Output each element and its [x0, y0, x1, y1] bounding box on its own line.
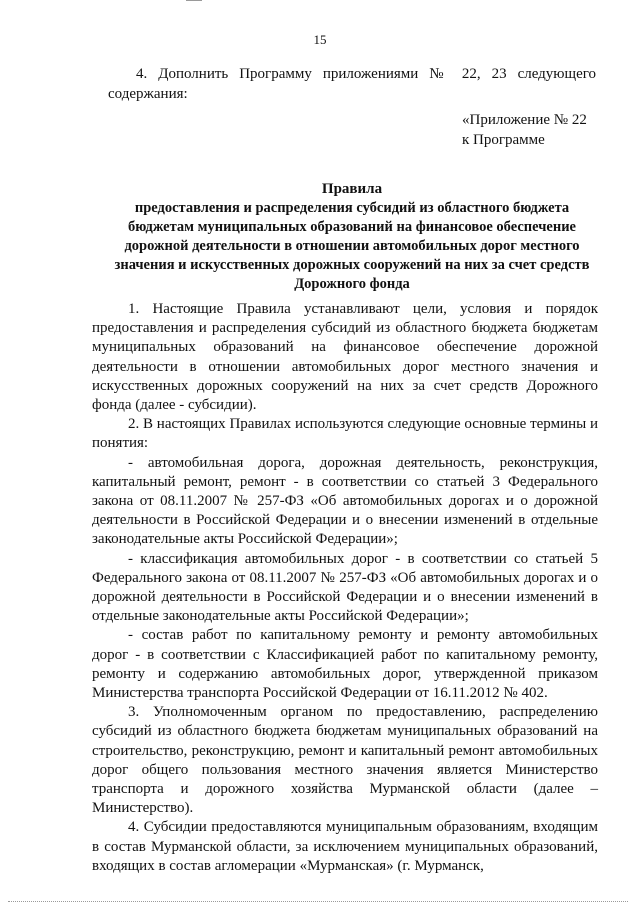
paragraph: 2. В настоящих Правилах используются следующие основные термины и понятия: [92, 416, 598, 452]
paragraph: 3. Уполномоченным органом по предоставлению, распределению субсидий из областного бюджета бюджетам муниципальных образований на строительство, реконструкцию, ремонт и капитальный ремонт автомобильных дорог общего пользования местного значения является Министерство транспорта и дорожного хозяйства Мурманской области (далее – Министерство). [92, 704, 598, 817]
appendix-heading [462, 110, 612, 150]
paragraph: - состав работ по капитальному ремонту и ремонту автомобильных дорог - в соответствии с Классификацией работ по капитальному ремонту, ремонту и содержанию автомобильных дорог, утвержденной приказом Министерства транспорта Российской Федерации от 16.11.2012 № 402. [92, 627, 598, 702]
appendix-line: к Программе [462, 132, 545, 148]
scan-edge-mark [186, 0, 202, 1]
paragraph: 1. Настоящие Правила устанавливают цели, условия и порядок предоставления и распределения субсидий из областного бюджета бюджетам муниципальных образований на финансовое обеспечение дорожной деятельности в отношении автомобильных дорог местного значения и искусственных дорожных сооружений на них за счет средств Дорожного фонда (далее - субсидии). [92, 301, 598, 414]
intro-block [108, 64, 596, 104]
paragraph: 4. Субсидии предоставляются муниципальным образованиям, входящим в состав Мурманской области, за исключением муниципальных образований, входящих в состав агломерации «Мурманская» (г. Мурманск, [92, 819, 598, 874]
intro-line: 4. Дополнить Программу приложениями № 22, 23 следующего [136, 66, 596, 82]
document-title-block [108, 180, 596, 294]
appendix-line: «Приложение № 22 [462, 112, 587, 128]
document-subtitle: предоставления и распределения субсидий из областного бюджета бюджетам муниципальных образований на финансовое обеспечение дорожной деятельности в отношении автомобильных дорог местного значения и искусственных дорожных сооружений на них за счет средств Дорожного фонда [114, 200, 590, 292]
document-title: Правила [321, 181, 383, 197]
paragraph: - автомобильная дорога, дорожная деятельность, реконструкция, капитальный ремонт, ремонт - в соответствии со статьей 3 Федерального закона от 08.11.2007 № 257-ФЗ «Об автомобильных дорогах и о дорожной деятельности в Российской Федерации и о внесении изменений в отдельные законодательные акты Российской Федерации»; [92, 454, 598, 548]
page-number: 15 [313, 32, 327, 47]
scan-bottom-edge [8, 901, 628, 902]
body-text [92, 300, 598, 876]
intro-line: содержания: [108, 86, 188, 102]
paragraph: - классификация автомобильных дорог - в соответствии со статьей 5 Федерального закона от 08.11.2007 № 257-ФЗ «Об автомобильных дорогах и о дорожной деятельности в Российской Федерации и о внесении изменений в отдельные законодательные акты Российской Федерации»; [92, 550, 598, 625]
